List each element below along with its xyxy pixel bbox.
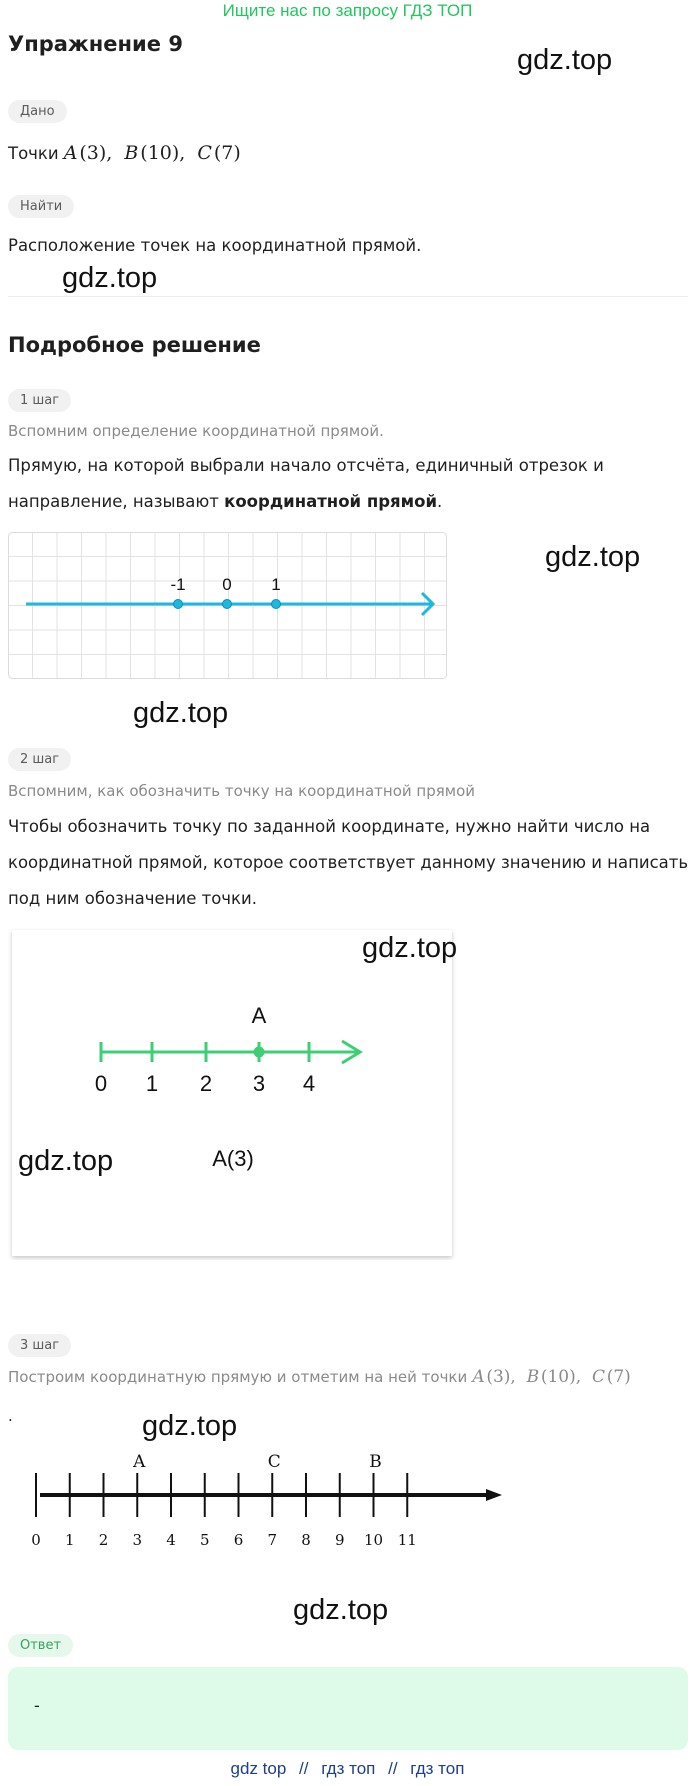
point-c-value: (7)	[213, 142, 241, 164]
step-3-label: 3 шаг	[8, 1334, 71, 1357]
watermark: gdz.top	[545, 541, 641, 573]
example-tick-3: 3	[252, 1071, 266, 1096]
final-tick-label-11: 11	[397, 1531, 417, 1549]
final-tick-label-5: 5	[199, 1531, 210, 1549]
tick-label-minus-1: -1	[170, 575, 186, 594]
figure-grid-number-line	[8, 532, 448, 679]
tick-label-1: 1	[271, 575, 281, 594]
final-tick-label-7: 7	[267, 1531, 278, 1549]
tick-point-1	[272, 600, 281, 609]
final-tick-label-9: 9	[334, 1531, 345, 1549]
final-tick-label-2: 2	[98, 1531, 109, 1549]
final-mark-c: C	[267, 1452, 281, 1472]
given-points: Точки A (3), B (10), C (7)	[8, 142, 241, 164]
point-b-name: B	[124, 142, 139, 164]
step-2-text-line-1: Чтобы обозначить точку по заданной координате, нужно найти число на	[8, 817, 651, 836]
watermark: gdz.top	[18, 1145, 114, 1177]
tick-point-minus-1	[174, 600, 183, 609]
find-label: Найти	[8, 195, 74, 218]
step-3-subtitle-line: Построим координатную прямую и отметим на ней точки A (3), B (10), C (7)	[8, 1367, 631, 1387]
figure-point-a-example	[8, 928, 458, 1260]
footer-link-1[interactable]: gdz top	[230, 1759, 287, 1778]
watermark: gdz.top	[293, 1594, 389, 1626]
step-1-text-line-2: направление, называют координатной прямой.	[8, 492, 443, 511]
footer-sep-2: //	[388, 1759, 398, 1778]
footer-links	[0, 1759, 695, 1779]
page-title: Упражнение 9	[8, 32, 183, 56]
point-b-value: (10)	[140, 142, 180, 164]
step-1-text-line-1: Прямую, на которой выбрали начало отсчёта, единичный отрезок и	[8, 456, 604, 475]
final-tick-label-6: 6	[233, 1531, 244, 1549]
step-2-text-line-3: под ним обозначение точки.	[8, 889, 257, 908]
footer-link-3[interactable]: гдз топ	[410, 1759, 465, 1778]
example-point-a-label: A	[251, 1003, 267, 1028]
step-3-subtitle: Построим координатную прямую и отметим на ней точки	[8, 1368, 468, 1386]
stray-dot: .	[8, 1407, 13, 1425]
final-tick-label-0: 0	[31, 1531, 41, 1549]
answer-box	[8, 1667, 688, 1750]
step-1-label: 1 шаг	[8, 389, 71, 412]
final-arrow	[486, 1489, 502, 1501]
watermark: gdz.top	[62, 262, 158, 294]
example-tick-0: 0	[94, 1071, 108, 1096]
final-tick-label-10: 10	[363, 1531, 384, 1549]
answer-text: -	[34, 1696, 40, 1715]
final-mark-a: A	[133, 1452, 146, 1472]
step-2-subtitle: Вспомним, как обозначить точку на координатной прямой	[8, 782, 475, 800]
final-tick-label-8: 8	[301, 1531, 311, 1549]
tick-label-0: 0	[222, 575, 232, 594]
watermark: gdz.top	[517, 44, 613, 76]
final-tick-label-1: 1	[64, 1531, 75, 1549]
step-2-label: 2 шаг	[8, 748, 71, 771]
watermark: gdz.top	[133, 697, 229, 729]
watermark: gdz.top	[362, 932, 458, 964]
figure-final-number-line	[26, 1447, 516, 1557]
example-tick-2: 2	[199, 1071, 213, 1096]
example-tick-1: 1	[145, 1071, 159, 1096]
example-caption: A(3)	[212, 1146, 254, 1171]
given-label: Дано	[8, 100, 67, 123]
final-mark-b: B	[369, 1452, 382, 1472]
point-a-name: A	[63, 142, 78, 164]
answer-label: Ответ	[8, 1634, 73, 1657]
step-1-subtitle: Вспомним определение координатной прямой.	[8, 422, 384, 440]
search-banner: Ищите нас по запросу ГДЗ ТОП	[222, 1, 473, 20]
tick-point-0	[223, 600, 232, 609]
final-tick-label-4: 4	[166, 1531, 176, 1549]
point-c-name: C	[197, 142, 212, 164]
footer-link-2[interactable]: гдз топ	[321, 1759, 376, 1778]
final-tick-label-3: 3	[132, 1531, 143, 1549]
point-a-value: (3)	[79, 142, 107, 164]
section-divider	[8, 296, 688, 297]
given-prefix: Точки	[8, 144, 59, 163]
watermark: gdz.top	[142, 1410, 238, 1442]
example-tick-4: 4	[302, 1071, 316, 1096]
find-text: Расположение точек на координатной прямой.	[8, 236, 422, 255]
term-coordinate-line: координатной прямой	[224, 492, 438, 511]
example-point-a	[254, 1047, 265, 1058]
solution-title: Подробное решение	[8, 333, 261, 357]
step-2-text-line-2: координатной прямой, которое соответствует данному значению и написать	[8, 853, 689, 872]
footer-sep-1: //	[299, 1759, 309, 1778]
